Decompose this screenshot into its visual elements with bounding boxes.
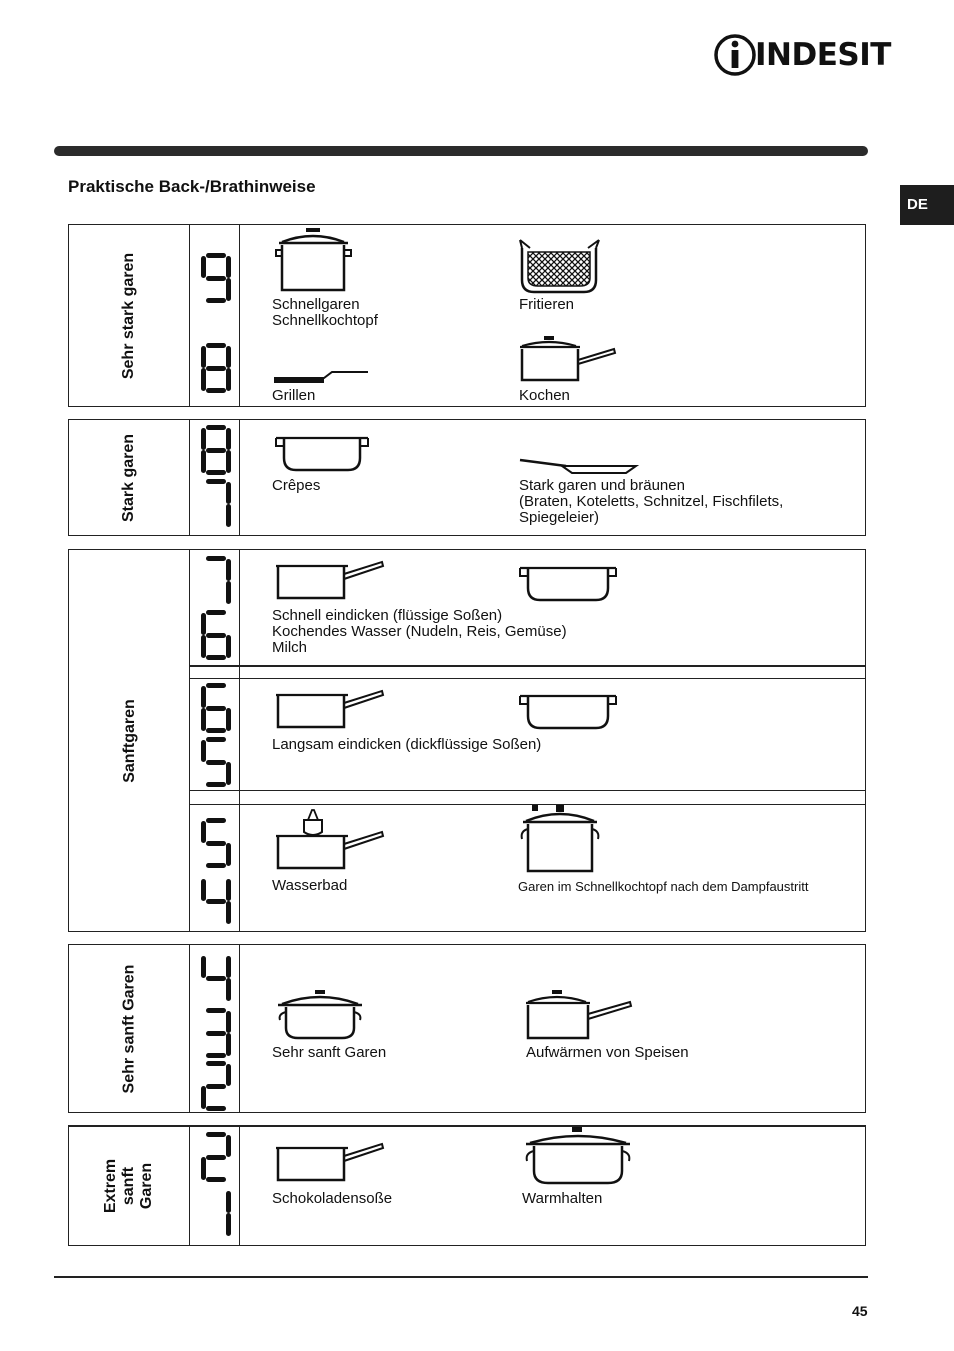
lcd-segment (226, 346, 231, 369)
lcd-segment (201, 256, 206, 279)
lcd-segment (226, 843, 231, 866)
lcd-segment (226, 450, 231, 473)
grill-pan-icon (272, 364, 372, 388)
lcd-segment (201, 1157, 206, 1180)
lcd-segment (226, 504, 231, 527)
item-label: Schnell eindicken (flüssige Soßen) Kochendes Wasser (Nudeln, Reis, Gemüse) Milch (272, 607, 567, 656)
lcd-segment (206, 841, 226, 846)
two-handle-pot-icon (518, 692, 618, 732)
lcd-segment (226, 956, 231, 979)
lcd-segment (226, 708, 231, 731)
lcd-segment (206, 706, 226, 711)
lcd-segment (226, 581, 231, 604)
lcd-segment (206, 818, 226, 823)
two-handle-pot-icon (518, 564, 618, 604)
item-label: Crêpes (272, 477, 321, 494)
lcd-segment (206, 737, 226, 742)
item-label: Sehr sanft Garen (272, 1044, 387, 1061)
page-number: 45 (852, 1303, 868, 1319)
brand-name: INDESIT (755, 37, 891, 73)
lcd-segment (206, 1155, 226, 1160)
level-digit (201, 343, 231, 393)
item-label: Fritieren (519, 296, 575, 313)
lcd-segment (206, 633, 226, 638)
lcd-segment (206, 448, 226, 453)
lcd-segment (226, 635, 231, 658)
level-digit (201, 253, 231, 303)
saucepan-icon (274, 558, 386, 602)
lcd-segment (206, 253, 226, 258)
item-label: Garen im Schnellkochtopf nach dem Dampfaustritt (518, 879, 809, 894)
lcd-segment (201, 686, 206, 709)
lcd-segment (206, 1061, 226, 1066)
level-digit (201, 953, 231, 1003)
lcd-segment (206, 863, 226, 868)
top-rule (54, 146, 868, 156)
lcd-segment (206, 1132, 226, 1137)
casserole-lid-icon (274, 988, 366, 1042)
lcd-segment (206, 728, 226, 733)
section-extrem-sanft-garen (68, 1125, 866, 1246)
lcd-segment (206, 479, 226, 484)
lcd-segment (206, 610, 226, 615)
lcd-segment (226, 559, 231, 582)
saucepan-icon (274, 1140, 386, 1184)
section-label: Sanftgaren (120, 698, 138, 783)
fryer-basket-icon (518, 238, 602, 294)
lcd-segment (201, 450, 206, 473)
lcd-segment (226, 278, 231, 301)
frying-pan-icon (518, 456, 640, 476)
lcd-segment (206, 782, 226, 787)
section-label: Extrem sanft Garen (102, 1158, 156, 1213)
bottom-rule (54, 1276, 868, 1278)
level-digit (201, 876, 231, 926)
lcd-segment (201, 1086, 206, 1109)
item-label: Schokoladensoße (272, 1190, 393, 1207)
level-digit (201, 556, 231, 606)
item-label: Warmhalten (522, 1190, 603, 1207)
lcd-segment (226, 482, 231, 505)
lcd-segment (226, 1064, 231, 1087)
item-label: Wasserbad (272, 877, 348, 894)
lcd-segment (226, 978, 231, 1001)
lcd-segment (206, 760, 226, 765)
item-label: Schnellgaren Schnellkochtopf (272, 296, 378, 329)
saucepan-lid-icon (518, 334, 618, 384)
item-label: Langsam eindicken (dickflüssige Soßen) (272, 736, 542, 753)
section-label: Sehr sanft Garen (120, 964, 138, 1093)
saucepan-lid-icon (524, 988, 634, 1042)
lcd-segment (206, 1053, 226, 1058)
item-label: Aufwärmen von Speisen (526, 1044, 689, 1061)
serving-pot-icon (522, 1125, 634, 1187)
level-digit (201, 1188, 231, 1238)
lcd-segment (226, 901, 231, 924)
level-digit (201, 818, 231, 868)
lcd-segment (206, 388, 226, 393)
lcd-segment (226, 256, 231, 279)
lcd-segment (226, 1191, 231, 1214)
lcd-segment (226, 368, 231, 391)
lcd-segment (226, 1011, 231, 1034)
lcd-segment (226, 428, 231, 451)
lcd-segment (206, 343, 226, 348)
lcd-segment (201, 428, 206, 451)
section-sehr-sanft-garen (68, 944, 866, 1113)
item-label: Stark garen und bräunen (Braten, Koteletts, Schnitzel, Fischfilets, Spiegeleier) (519, 477, 784, 526)
lcd-segment (201, 879, 206, 902)
level-digit (201, 610, 231, 660)
lcd-segment (206, 655, 226, 660)
lcd-segment (206, 899, 226, 904)
lcd-segment (206, 1008, 226, 1013)
level-digit (201, 737, 231, 787)
lcd-segment (201, 346, 206, 369)
lcd-segment (201, 613, 206, 636)
item-label: Kochen (519, 387, 570, 404)
section-label: Sehr stark garen (120, 252, 138, 379)
lcd-segment (226, 879, 231, 902)
lcd-segment (226, 762, 231, 785)
page-title: Praktische Back-/Brathinweise (68, 177, 316, 196)
lcd-segment (201, 956, 206, 979)
level-digit (201, 1061, 231, 1111)
language-tab[interactable]: DE (900, 185, 954, 225)
lcd-segment (201, 635, 206, 658)
double-boiler-icon (274, 808, 386, 872)
lcd-segment (206, 683, 226, 688)
level-digit (201, 479, 231, 529)
lcd-segment (201, 740, 206, 763)
lcd-segment (206, 1177, 226, 1182)
lcd-segment (206, 425, 226, 430)
lcd-segment (201, 708, 206, 731)
lcd-segment (206, 366, 226, 371)
lcd-segment (201, 821, 206, 844)
pressure-cooker-icon (274, 226, 358, 294)
lcd-segment (206, 556, 226, 561)
lcd-segment (206, 1084, 226, 1089)
lcd-segment (206, 1106, 226, 1111)
level-digit (201, 683, 231, 733)
lcd-segment (201, 368, 206, 391)
saucepan-icon (274, 687, 386, 731)
lcd-segment (226, 1135, 231, 1158)
lcd-segment (206, 276, 226, 281)
level-digit (201, 1132, 231, 1182)
lcd-segment (206, 1031, 226, 1036)
lcd-segment (226, 1033, 231, 1056)
pressure-cooker-icon (518, 803, 602, 873)
section-label: Stark garen (120, 433, 138, 522)
lcd-segment (226, 1213, 231, 1236)
lcd-segment (206, 298, 226, 303)
lcd-segment (206, 976, 226, 981)
level-digit (201, 1008, 231, 1058)
two-handle-pot-icon (274, 434, 370, 474)
level-digit (201, 425, 231, 475)
section-sehr-stark-garen (68, 224, 866, 407)
lcd-segment (206, 470, 226, 475)
item-label: Grillen (272, 387, 316, 404)
